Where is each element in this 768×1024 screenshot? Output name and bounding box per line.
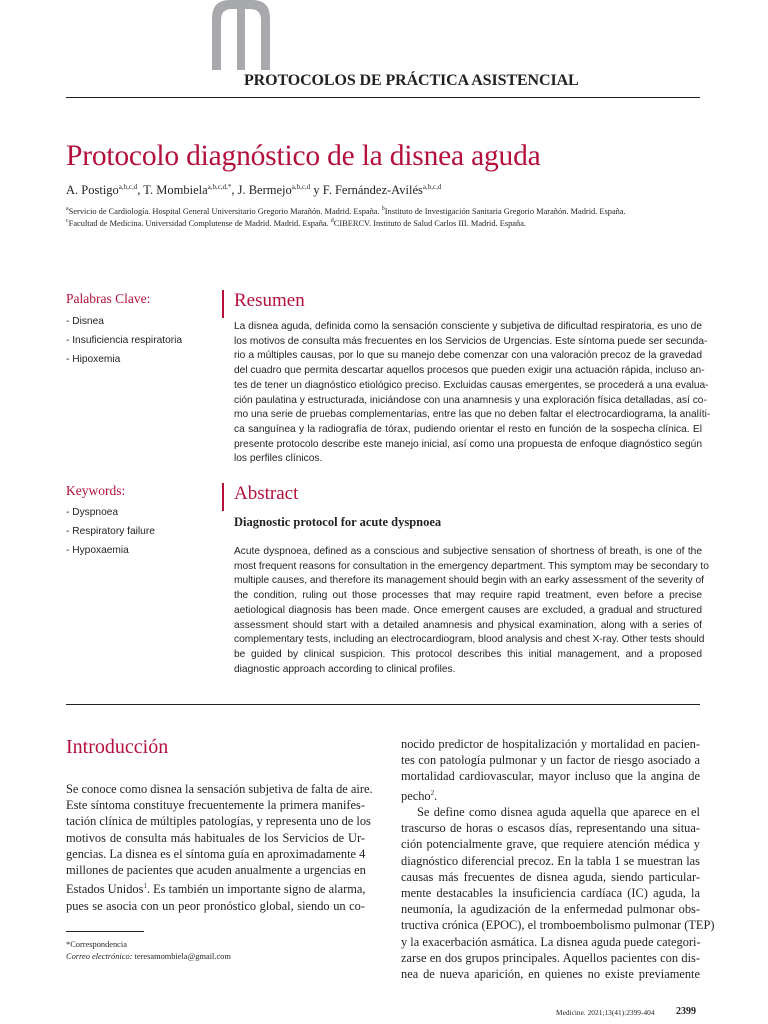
abstract-line: assessment should start with a detailed anamnesis and physical examination, along with a series of (234, 619, 702, 631)
body-text: . Es también un importante signo de alarma, (146, 882, 366, 897)
keyword-item: - Respiratory failure (66, 526, 155, 537)
section-divider (66, 704, 700, 705)
abstract-accent-bar (222, 483, 224, 511)
affiliation-text: Servicio de Cardiología. Hospital General Universitario Gregorio Marañón. Madrid. España. (68, 206, 382, 216)
abstract-title-en: Diagnostic protocol for acute dyspnoea (234, 515, 442, 529)
keyword-item: - Disnea (66, 316, 104, 327)
author-separator: , (231, 183, 238, 198)
body-line: gencias. La disnea es el síntoma guía en aproximadamente 4 (66, 846, 366, 861)
affiliation-text: Instituto de Investigación Sanitaria Gregorio Marañón. Madrid. España. (384, 206, 626, 216)
keyword-item: - Hypoxaemia (66, 545, 129, 556)
body-line: diagnóstico diferencial precoz. En la tabla 1 se muestran las (401, 853, 700, 868)
reference-mark: 1 (143, 882, 147, 891)
resumen-line: ción paulatina y estructurada, iniciándose con una anamnesis y una exploración física detalladas, así co- (234, 394, 707, 406)
keywords-es-heading: Palabras Clave: (66, 291, 151, 306)
abstract-line: aetiological diagnosis has been made. Once emergent causes are excluded, a gradual and structured (234, 604, 702, 616)
body-line: zarse en dos grupos principales. Aquellos pacientes con dis- (401, 950, 700, 965)
author-affiliation-marks: a,b,c,d (291, 183, 311, 191)
body-line (66, 878, 365, 897)
affiliation-mark: a (66, 206, 69, 212)
abstract-line: Acute dyspnoea, defined as a conscious and subjective sensation of shortness of breath, is one of the (234, 546, 702, 557)
email-label: Correo electrónico: (66, 952, 133, 961)
body-text: pecho (401, 788, 431, 803)
page-number: 2399 (676, 1006, 696, 1017)
author-affiliation-marks: a,b,c,d (422, 183, 442, 191)
author-list (66, 183, 441, 198)
resumen-line: presente protocolo describe este manejo inicial, así como una propuesta de enfoque diagnóstico según (234, 438, 702, 450)
correspondence-note: *Correspondencia (66, 940, 127, 949)
resumen-line: rio a múltiples causas, por lo que su manejo debe comenzar con una valoración precoz de la gravedad (234, 350, 702, 362)
resumen-line: La disnea aguda, definida como la sensación consciente y subjetiva de dificultad respiratoria, es uno de (234, 321, 702, 332)
abstract-line: diagnostic approach according to clinical profiles. (234, 663, 456, 675)
author-name: T. Mombiela (143, 183, 208, 198)
body-line: causas más frecuentes de disnea aguda, siendo particular- (401, 869, 700, 884)
body-line: nea de nueva aparición, en quienes no existe previamente (401, 966, 700, 981)
body-line: millones de pacientes que acuden anualmente a urgencias en (66, 863, 366, 878)
abstract-line: the condition, ruling out those processes that may require rapid treatment, even before a precise (234, 590, 702, 602)
author-name: A. Postigo (66, 183, 119, 198)
article-title: Protocolo diagnóstico de la disnea aguda (66, 140, 541, 172)
author-separator: y (310, 183, 323, 198)
author-separator: , (137, 183, 144, 198)
abstract-line: multiple causes, and therefore its management should begin with an earky assessment of the severity of (234, 575, 705, 587)
resumen-accent-bar (222, 290, 224, 318)
body-line: y la exacerbación asmática. La disnea aguda puede categori- (401, 934, 701, 949)
resumen-heading: Resumen (234, 290, 305, 311)
reference-mark: 2 (430, 788, 435, 797)
body-line: mortalidad cardiovascular, mayor incluso que la angina de (401, 769, 700, 784)
body-column-right (401, 736, 715, 982)
author-name: F. Fernández-Avilés (322, 183, 423, 198)
affiliation-mark: c (66, 218, 69, 224)
resumen-line: ca sanguínea y la radiografía de tórax, pudiendo orientar el resto en función de la sospecha clínica. El (234, 423, 702, 435)
journal-logo (212, 0, 270, 70)
body-column-left (66, 781, 373, 914)
author-name: J. Bermejo (237, 183, 292, 198)
body-line: pues se asocia con un peor pronóstico global, siendo un co- (66, 898, 365, 913)
body-line: tación clínica de múltiples patologías, y representa uno de los (66, 814, 371, 829)
abstract-line: complementary tests, including an electrocardiogram, blood analysis and chest X-ray. Other tests should (234, 634, 705, 646)
footnote-rule (66, 931, 144, 932)
body-line: motivos de consulta más habituales de los Servicios de Ur- (66, 830, 365, 845)
keyword-item: - Insuficiencia respiratoria (66, 335, 183, 346)
email-note (66, 952, 231, 961)
affiliation-mark: d (330, 218, 334, 224)
abstract-line: most frequent reasons for consultation in the emergency department. This symptom may be secondary to (234, 560, 709, 572)
keyword-item: - Dyspnoea (66, 507, 119, 518)
abstract-body (234, 545, 709, 677)
keyword-item: - Hipoxemia (66, 354, 121, 365)
section-label: PROTOCOLOS DE PRÁCTICA ASISTENCIAL (244, 72, 579, 89)
body-line: ción potencialmente grave, que requiere atención médica y (401, 837, 700, 852)
author-affiliation-marks: a,b,c,d,* (207, 183, 232, 191)
body-line: Se define como disnea aguda aquella que aparece en el (417, 804, 700, 819)
abstract-line: be guided by clinical suspicion. This protocol describes this initial management, and a proposed (234, 648, 702, 660)
resumen-line: del cuadro que permita descartar aquellos procesos que pueden exigir una actuación rápida, incluso an- (234, 365, 705, 377)
body-line: pecho$^2$. (401, 788, 438, 803)
introduccion-heading: Introducción (66, 736, 169, 758)
body-line: tes con patología pulmonar y un factor de riesgo asociado a (401, 753, 700, 768)
affiliation-text: Facultad de Medicina. Universidad Complutense de Madrid. Madrid. España. (68, 218, 331, 228)
resumen-line: los motivos de consulta más frecuentes en los Servicios de Urgencias. Este síntoma puede ser secunda- (234, 335, 708, 347)
journal-citation: Medicine. 2021;13(41):2399-404 (556, 1008, 655, 1017)
resumen-line: mo una serie de pruebas complementarias, entre las que no deben faltar el electrocardiograma, la analíti- (234, 409, 711, 421)
keywords-es-list (66, 312, 182, 369)
author-affiliation-marks: a,b,c,d (118, 183, 138, 191)
affiliation-text: CIBERCV. Instituto de Salud Carlos III. Madrid. España. (333, 218, 527, 228)
body-line: neumonía, la agudización de la enfermedad pulmonar obs- (401, 902, 700, 917)
resumen-body (234, 320, 711, 467)
resumen-line: tes de tener un diagnóstico etiológico preciso. Excluidas causas emergentes, se procederá a una evalua- (234, 379, 709, 391)
body-line: Este síntoma constituye frecuentemente la primera manifes- (66, 798, 365, 813)
header-rule (66, 97, 700, 98)
keywords-en-heading: Keywords: (66, 483, 126, 498)
affiliation-mark: b (381, 206, 385, 212)
body-line: mente destacables la insuficiencia cardíaca (IC) aguda, la (401, 885, 700, 900)
resumen-line: los perfiles clínicos. (234, 453, 323, 465)
body-line: nocido predictor de hospitalización y mortalidad en pacien- (401, 737, 700, 751)
body-line: tructiva crónica (EPOC), el tromboembolismo pulmonar (TEP) (401, 918, 715, 933)
affiliation-line (66, 218, 526, 228)
keywords-en-list (66, 503, 155, 560)
email-address[interactable]: teresamombiela@gmail.com (132, 952, 231, 961)
body-line: Se conoce como disnea la sensación subjetiva de falta de aire. (66, 782, 373, 796)
body-line: trascurso de horas o escasos días, representando una situa- (401, 821, 700, 836)
body-text: Estados Unidos (66, 882, 144, 897)
abstract-heading: Abstract (234, 483, 299, 504)
affiliation-line (66, 206, 626, 216)
